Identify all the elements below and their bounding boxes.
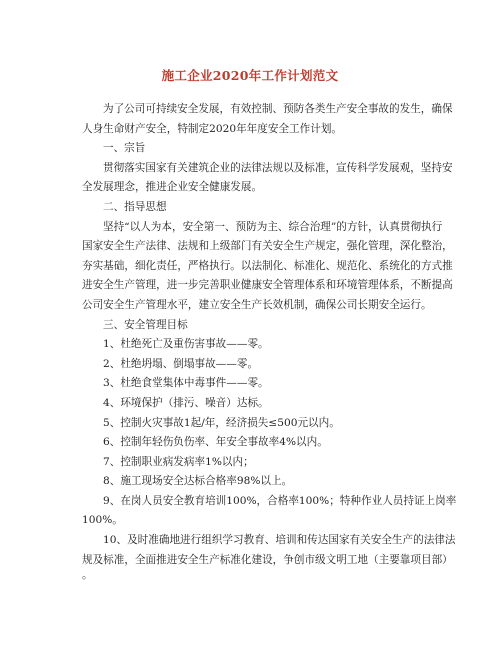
goal-item-1: 1、杜绝死亡及重伤害事故——零。 [103, 338, 269, 351]
section-1-line-2: 全发展理念，推进企业安全健康发展。 [82, 181, 263, 194]
goal-item-4: 4、环境保护（排污、噪音）达标。 [103, 396, 269, 409]
document-title: 施工企业2020年工作计划范文 [161, 68, 339, 83]
goal-item-9-line-2: 100%。 [82, 514, 123, 527]
section-2-line-5: 公司安全生产管理水平，建立安全生产长效机制，确保公司长期安全运行。 [82, 298, 432, 311]
goal-item-7: 7、控制职业病发病率1%以内； [103, 455, 254, 468]
goal-item-6: 6、控制年轻伤负伤率、年安全事故率4%以内。 [103, 436, 328, 449]
section-3-heading: 三、安全管理目标 [103, 318, 188, 331]
goal-item-10-line-2: 规及标准，全面推进安全生产标准化建设，争创市级文明工地（主要靠项目部） [82, 553, 453, 566]
section-2-line-4: 进安全生产管理，进一步完善职业健康安全管理体系和环境管理体系，不断提高 [82, 279, 453, 292]
intro-line-2: 人身生命财产安全，特制定2020年年度安全工作计划。 [82, 122, 343, 135]
goal-item-10-line-3: 。 [82, 569, 93, 582]
goal-item-3: 3、杜绝食堂集体中毒事件——零。 [103, 377, 269, 390]
document-body [82, 100, 457, 586]
section-2-line-3: 夯实基础，细化责任，严格执行。以法制化、标准化、规范化、系统化的方式推 [82, 259, 453, 272]
goal-item-5: 5、控制火灾事故1起/年，经济损失≤500元以内。 [103, 416, 340, 429]
goal-item-9-line-1: 9、在岗人员安全教育培训100%，合格率100%；特种作业人员持证上岗率 [103, 494, 457, 507]
section-1-line-1: 贯彻落实国家有关建筑企业的法律法规以及标准，宣传科学发展观，坚持安 [103, 161, 453, 174]
section-1-heading: 一、宗旨 [103, 142, 146, 155]
section-2-line-1: 坚持“以人为本，安全第一、预防为主、综合治理”的方针，认真贯彻执行 [103, 220, 443, 233]
goal-item-2: 2、杜绝坍塌、倒塌事故——零。 [103, 357, 259, 370]
section-2-line-2: 国家安全生产法律、法规和上级部门有关安全生产规定，强化管理，深化整治， [82, 240, 453, 253]
goal-item-8: 8、施工现场安全达标合格率98%以上。 [103, 475, 293, 488]
intro-line-1: 为了公司可持续安全发展，有效控制、预防各类生产安全事故的发生，确保 [103, 103, 453, 115]
goal-item-10-line-1: 10、及时准确地进行组织学习教育、培训和传达国家有关安全生产的法律法 [103, 534, 456, 547]
section-2-heading: 二、指导思想 [103, 200, 167, 213]
